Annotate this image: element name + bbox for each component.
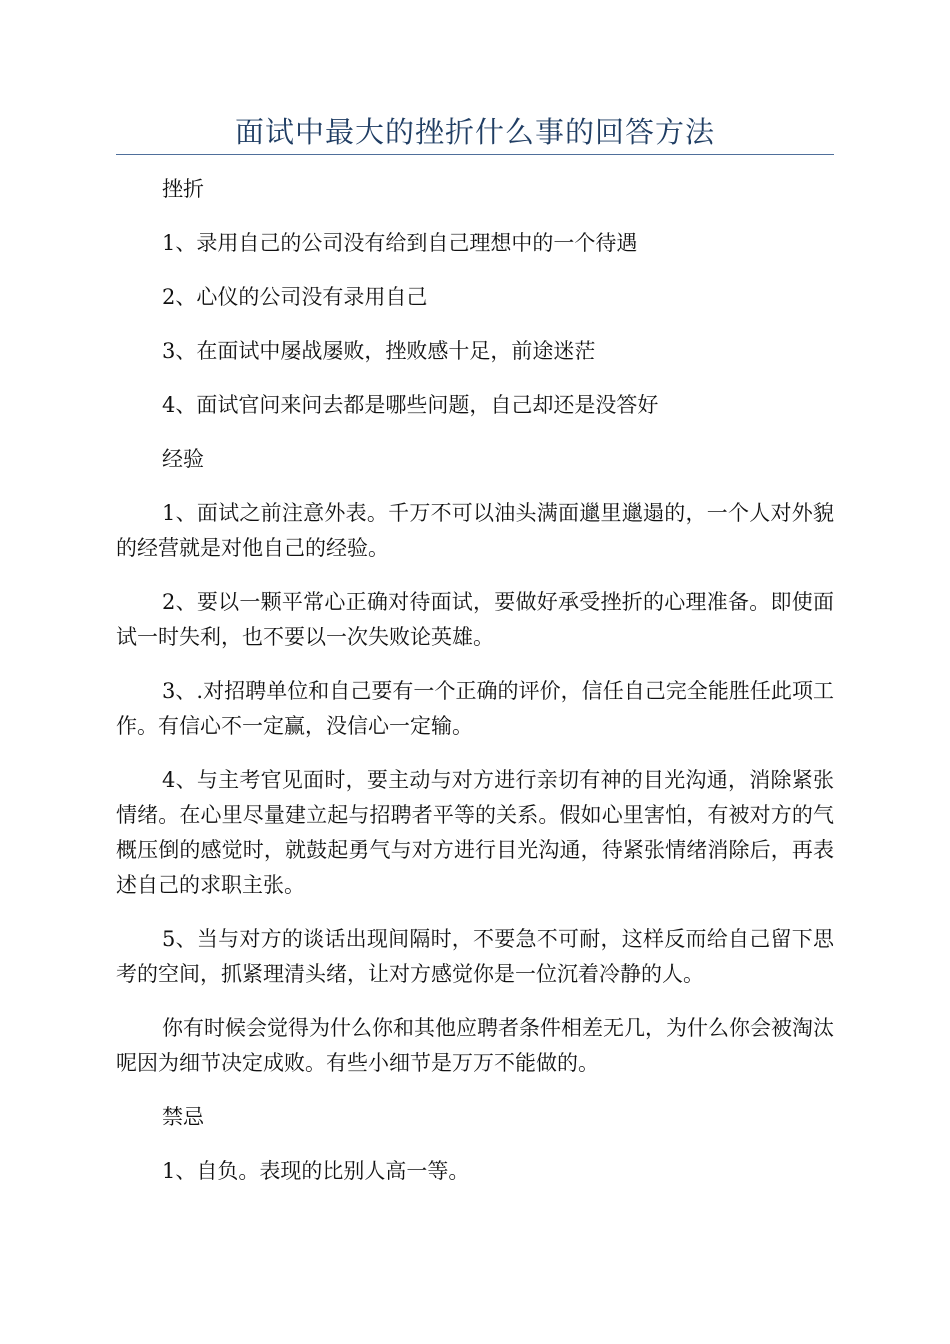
paragraph: 3、.对招聘单位和自己要有一个正确的评价，信任自己完全能胜任此项工作。有信心不一定赢，没信心一定输。 (116, 679, 834, 738)
paragraph: 4、面试官问来问去都是哪些问题，自己却还是没答好 (162, 393, 659, 417)
paragraph: 4、与主考官见面时，要主动与对方进行亲切有神的目光沟通，消除紧张情绪。在心里尽量建立起与招聘者平等的关系。假如心里害怕，有被对方的气概压倒的感觉时，就鼓起勇气与对方进行目光沟通，待紧张情绪消除后，再表述自己的求职主张。 (116, 768, 834, 897)
paragraph: 1、自负。表现的比别人高一等。 (162, 1159, 470, 1183)
document-body (116, 172, 834, 1208)
paragraph: 1、面试之前注意外表。千万不可以油头满面邋里邋遢的，一个人对外貌的经营就是对他自己的经验。 (116, 501, 834, 560)
paragraph: 1、录用自己的公司没有给到自己理想中的一个待遇 (162, 231, 638, 255)
section-heading-experience: 经验 (162, 447, 204, 471)
document-title: 面试中最大的挫折什么事的回答方法 (234, 115, 715, 149)
paragraph: 你有时候会觉得为什么你和其他应聘者条件相差无几，为什么你会被淘汰呢因为细节决定成败。有些小细节是万万不能做的。 (116, 1016, 834, 1075)
section-heading-setbacks: 挫折 (162, 177, 204, 201)
paragraph: 5、当与对方的谈话出现间隔时，不要急不可耐，这样反而给自己留下思考的空间，抓紧理清头绪，让对方感觉你是一位沉着冷静的人。 (116, 927, 834, 986)
title-underline (116, 154, 834, 155)
paragraph: 2、心仪的公司没有录用自己 (162, 285, 428, 309)
paragraph: 2、要以一颗平常心正确对待面试，要做好承受挫折的心理准备。即使面试一时失利，也不要以一次失败论英雄。 (116, 590, 834, 649)
paragraph: 3、在面试中屡战屡败，挫败感十足，前途迷茫 (162, 339, 596, 363)
section-heading-taboos: 禁忌 (162, 1105, 204, 1129)
